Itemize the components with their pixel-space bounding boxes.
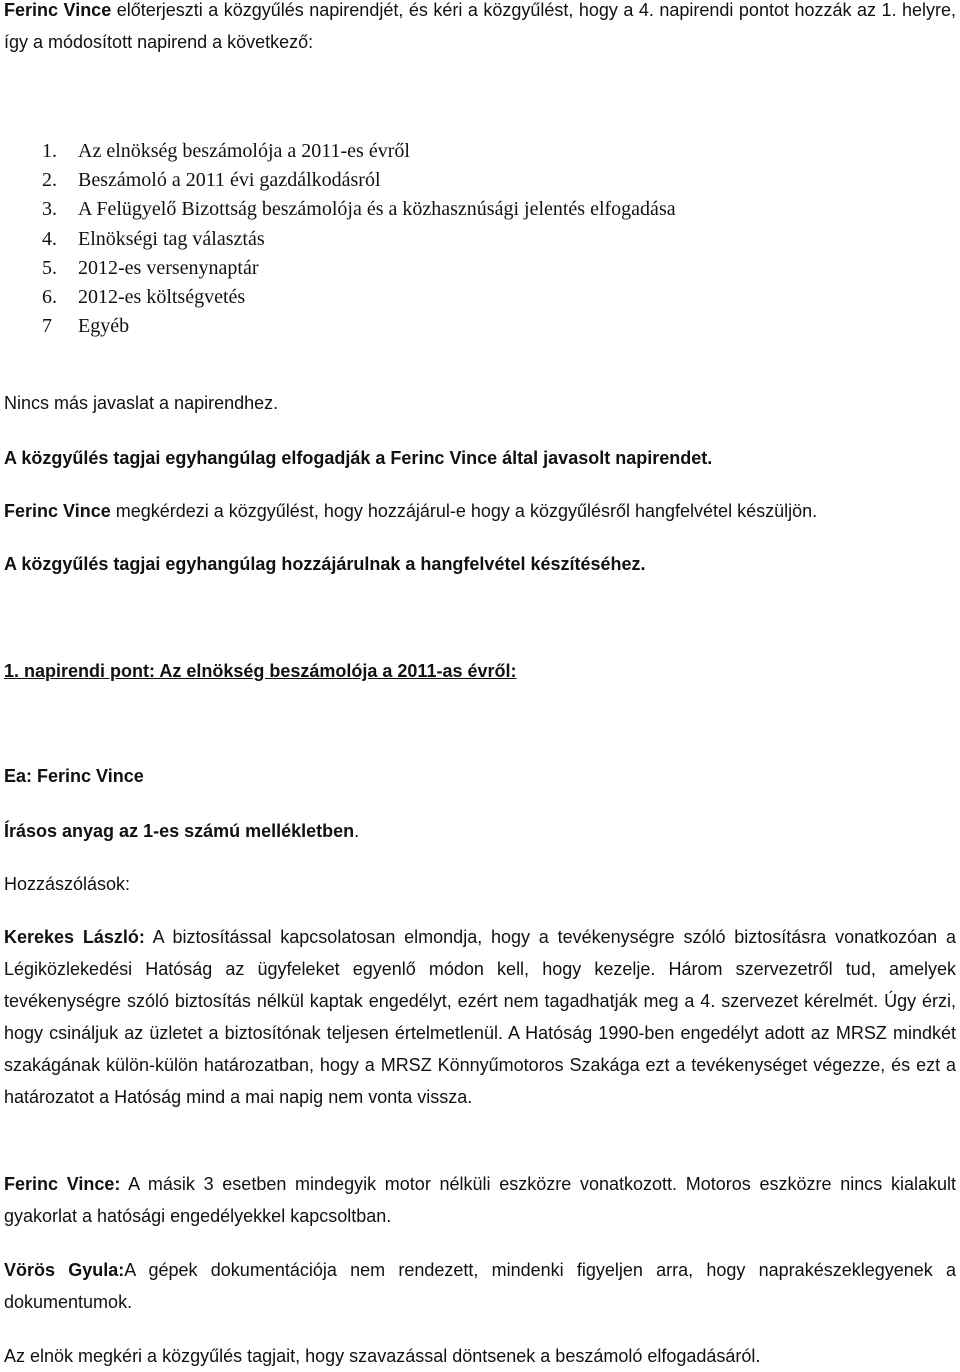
comment-text: A másik 3 esetben mindegyik motor nélküli eszközre vonatkozott. Motoros eszközre nincs kialakult gyakorlat a hatósági engedélyekkel kapcsoltban. [4,1174,956,1226]
comment-speaker: Ferinc Vince: [4,1174,121,1194]
attachment-text: Írásos anyag az 1-es számú mellékletben [4,821,355,841]
agenda-item: 2. Beszámoló a 2011 évi gazdálkodásról [42,169,381,192]
closing-text: Az elnök megkéri a közgyűlés tagjait, hogy szavazással döntsenek a beszámoló elfogadásáról. [4,1346,761,1366]
intro-name: Ferinc Vince [4,0,112,20]
agenda-item: 5. 2012-es versenynaptár [42,256,259,279]
intro-paragraph [4,0,956,58]
question-name: Ferinc Vince [4,501,111,521]
agenda-item: 7 Egyéb [42,315,130,338]
comment-speaker: Vörös Gyula: [4,1260,125,1280]
comment-paragraph [4,1254,956,1318]
agenda-item: 4. Elnökségi tag választás [42,227,265,250]
decision-agenda: A közgyűlés tagjai egyhangúlag elfogadják a Ferinc Vince által javasolt napirendet. [4,448,713,468]
intro-text: előterjeszti a közgyűlés napirendjét, és kéri a közgyűlést, hogy a 4. napirendi pontot hozzák az 1. helyre, így a módosított napirend a következő: [4,0,957,52]
agenda-point-title: 1. napirendi pont: Az elnökség beszámolója a 2011-as évről: [4,661,517,681]
attachment-line [4,815,956,847]
comment-text: A gépek dokumentációja nem rendezett, mindenki figyeljen arra, hogy naprakészeklegyenek a dokumentumok. [4,1260,957,1312]
recording-question [4,495,956,527]
question-text: megkérdezi a közgyűlést, hogy hozzájárul-e hogy a közgyűlésről hangfelvétel készüljön. [110,501,818,521]
presenter-line: Ea: Ferinc Vince [4,766,144,786]
agenda-list [42,137,676,341]
comment-paragraph [4,921,956,1113]
comment-text: A biztosítással kapcsolatosan elmondja, hogy a tevékenységre szóló biztosításra vonatkozóan a Légiközlekedési Hatóság az ügyfeleket egyenlő módon kell, hogy kezelje. Három szervezetről tud, amelyek tevékenységre szóló biztosítás nélkül kaptak engedélyt, ezért nem tagadhatják meg a 4. szervezet kérelmét. Úgy érzi, hogy csináljuk az üzletet a biztosítónak teljesen értelmetlenül. A Hatóság 1990-ben engedélyt adott az MRSZ mindkét szakágának külön-külön határozatban, hogy a MRSZ Könnyűmotoros Szakága ezt a tevékenységet végezze, és ezt a határozatot a Hatóság mind a mai napig nem vonta vissza. [4,927,956,1107]
agenda-item: 6. 2012-es költségvetés [42,286,246,309]
decision-recording: A közgyűlés tagjai egyhangúlag hozzájárulnak a hangfelvétel készítéséhez. [4,554,646,574]
comment-paragraph [4,1168,956,1232]
comment-speaker: Kerekes László: [4,927,145,947]
agenda-item: 1. Az elnökség beszámolója a 2011-es évről [42,140,410,162]
agenda-item: 3. A Felügyelő Bizottság beszámolója és a közhasznúsági jelentés elfogadása [42,198,676,221]
no-proposal-text: Nincs más javaslat a napirendhez. [4,393,279,413]
comments-label: Hozzászólások: [4,874,131,894]
attachment-period: . [354,821,360,841]
